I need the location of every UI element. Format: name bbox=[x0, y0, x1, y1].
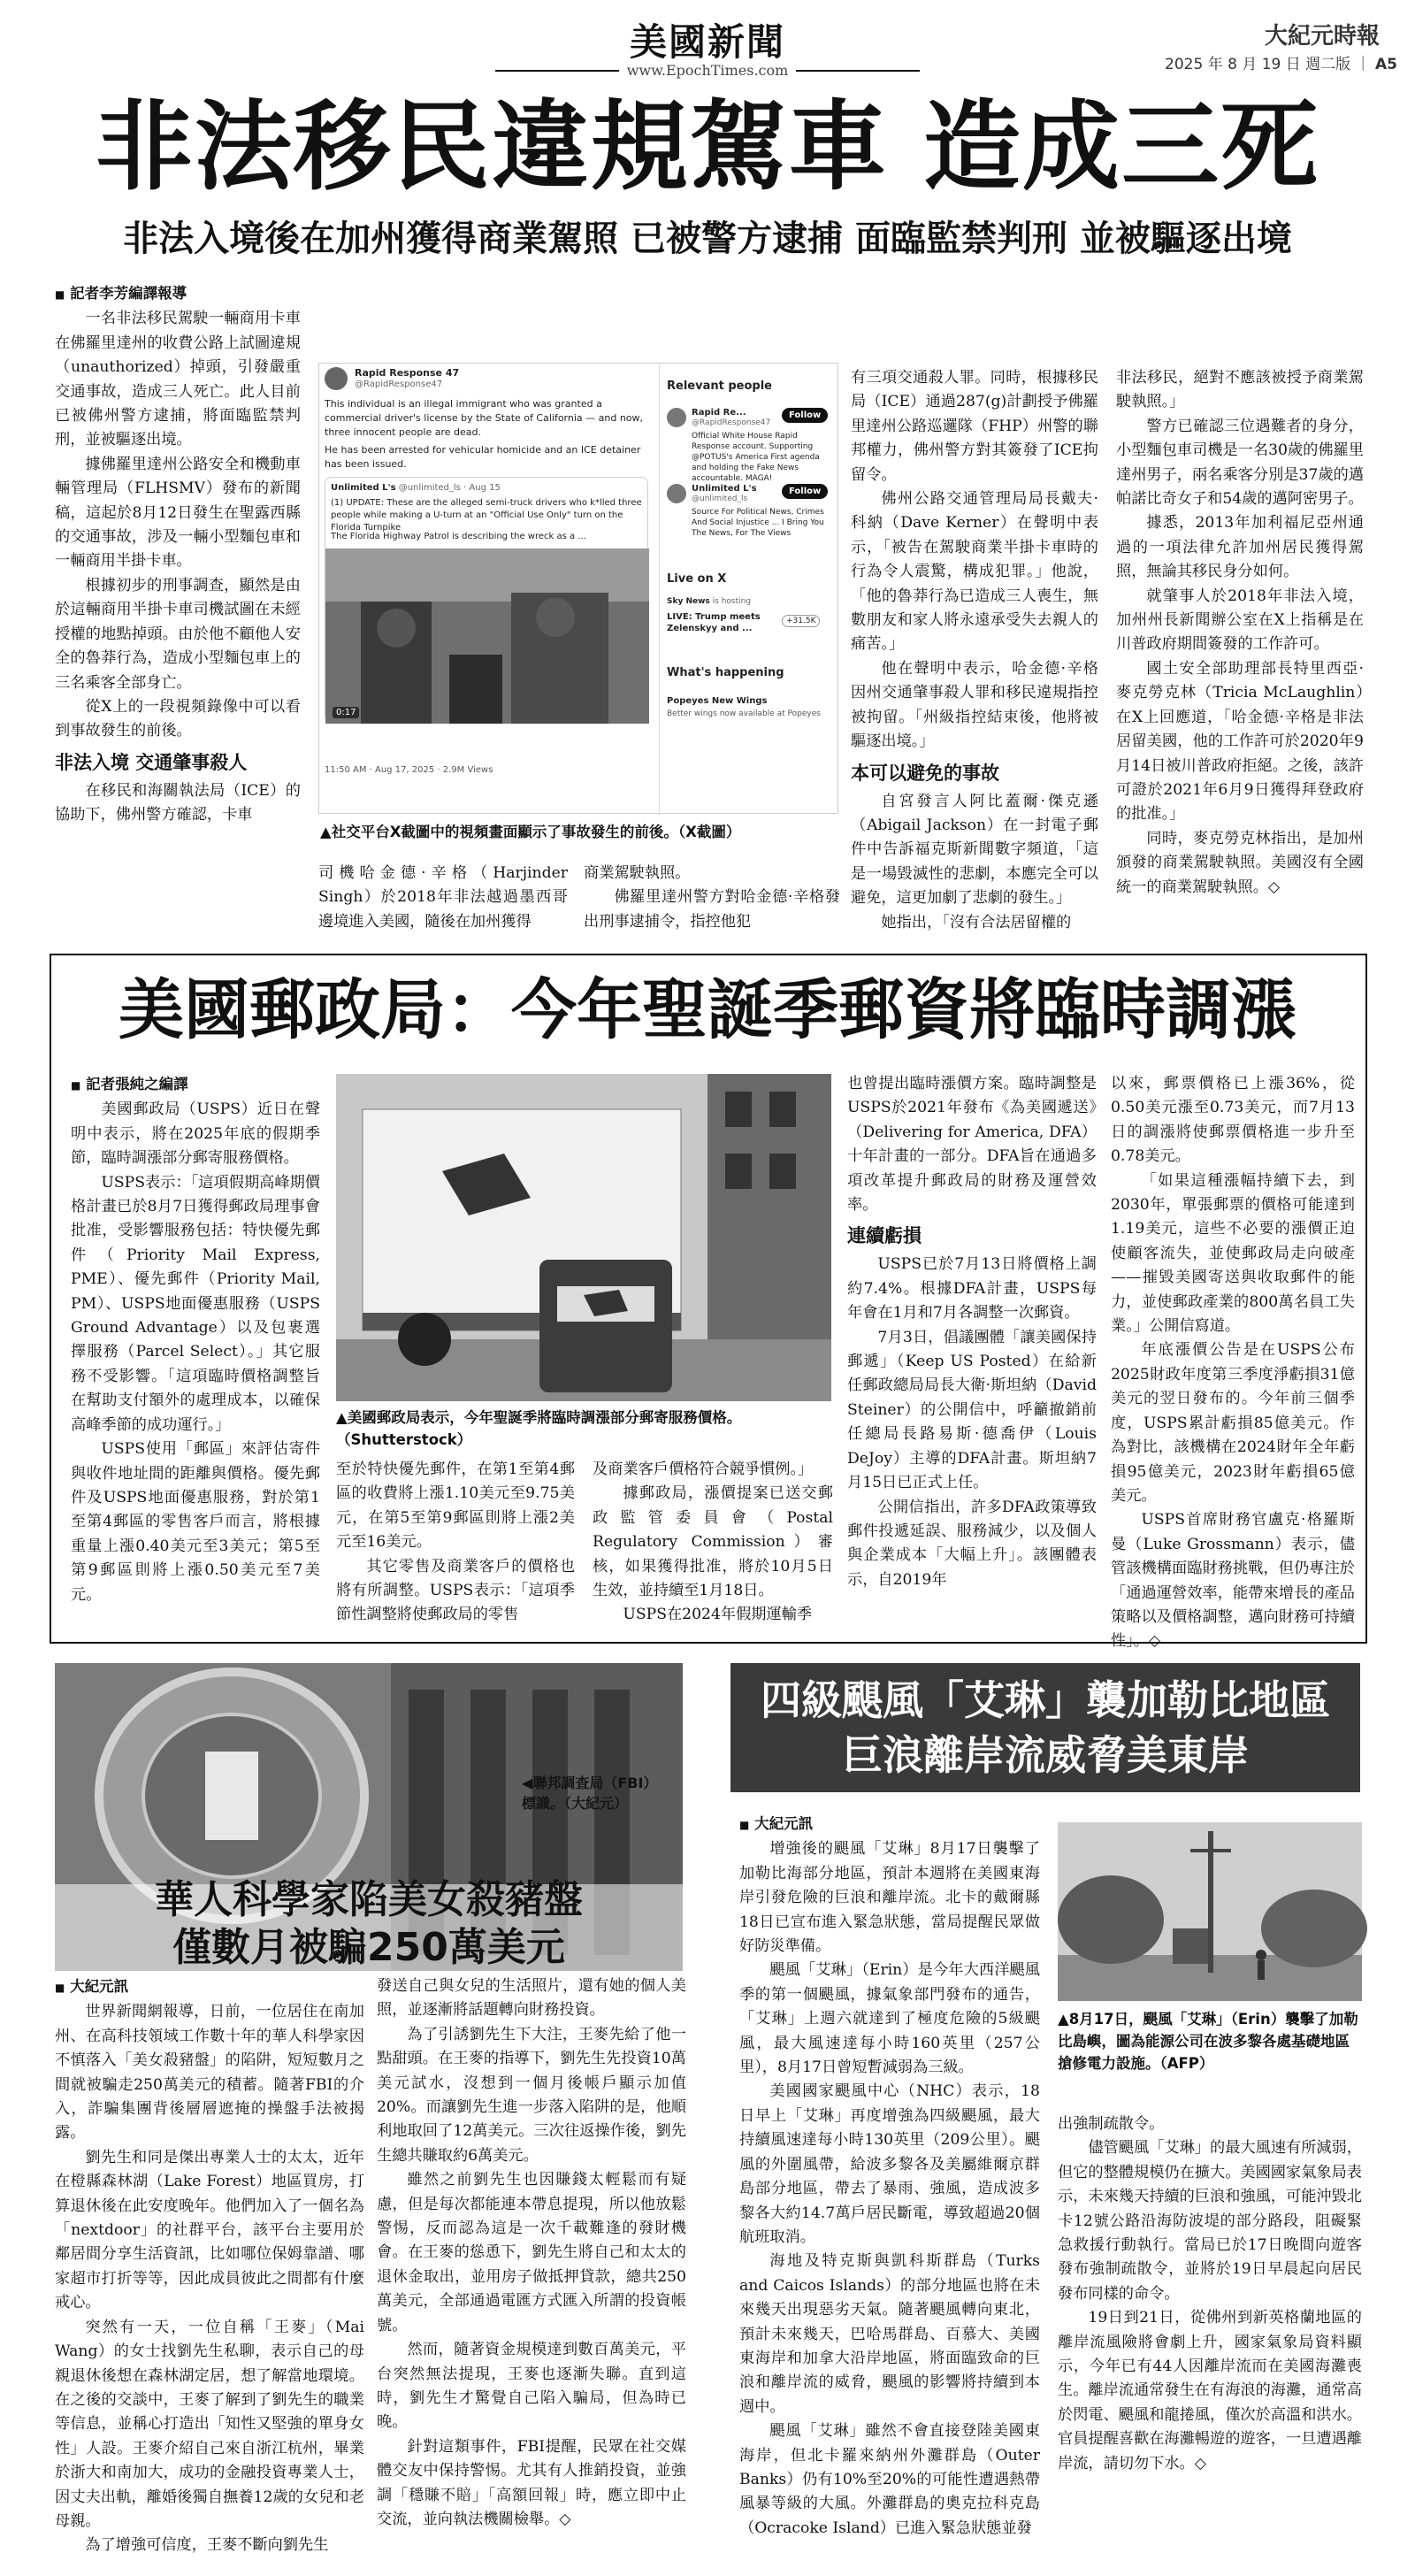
story3-para: 為了增強可信度，王麥不斷向劉先生 bbox=[85, 2536, 329, 2555]
date-text: 2025 年 8 月 19 日 週二版 bbox=[1165, 56, 1351, 73]
story2-column-4 bbox=[847, 1072, 1097, 1629]
tweet-avatar bbox=[325, 367, 348, 390]
story3-para: 突然有一天，一位自稱「王麥」（Mai Wang）的女士找劉先生私聊，表示自己的母親退休後想在森林湖定居，想了解當地環境。在之後的交談中，王麥了解到了劉先生的職業等信息，並稱心打造出「知性又堅強的單身女性」人設。王麥介紹自己來自浙江杭州，畢業於浙大和南加大，成功的金融投資專業人士，因丈夫出軌，離婚後獨自撫養12歲的女兒和老母親。 bbox=[55, 2318, 364, 2530]
usps-truck-photo bbox=[336, 1074, 831, 1401]
live-count: +31.5K bbox=[782, 615, 820, 627]
story3-para: 雖然之前劉先生也因賺錢太輕鬆而有疑慮，但是每次都能連本帶息提現，所以他放鬆警惕，反而認為這是一次千載難逢的發財機會。在王麥的慫恿下，劉先生將自己和太太的退休金取出，並用房子做抵押貸款，總共250萬美元，全部通過電匯方式匯入所謂的投資帳號。 bbox=[377, 2171, 686, 2334]
story4-caption: ▲8月17日，颶風「艾琳」（Erin）襲擊了加勒比島嶼，圖為能源公司在波多黎各處基礎地區搶修電力設施。（AFP） bbox=[1058, 2011, 1358, 2072]
p2-follow-button[interactable]: Follow bbox=[782, 484, 828, 499]
story3-caption: ◀聯邦調查局（FBI）標識。（大紀元） bbox=[522, 1775, 658, 1812]
story2-column-1 bbox=[71, 1072, 320, 1629]
story4-para: 儘管颶風「艾琳」的最大風速有所減弱，但它的整體規模仍在擴大。美國國家氣象局表示，未來幾天持續的巨浪和強風，可能沖毀北卡12號公路沿海防波堤的部分路段，阻礙緊急救援行動執行。當局已於17日晚間向遊客發布強制疏散令，並將於19日早晨起向居民發布同樣的命令。 bbox=[1058, 2139, 1362, 2303]
tweet-screenshot bbox=[318, 363, 838, 814]
story1-column-3 bbox=[584, 862, 840, 941]
masthead-date bbox=[1044, 51, 1397, 73]
usps-truck-image bbox=[336, 1074, 831, 1401]
story1-para: 一名非法移民駕駛一輛商用卡車在佛羅里達州的收費公路上試圖違規（unauthorized）掉頭，引發嚴重交通事故，造成三人死亡。此人目前已被佛州警方逮捕，將面臨監禁判刑，並被驅逐出境。 bbox=[55, 310, 301, 449]
story2-para: 公開信指出，許多DFA政策導致郵件投遞延誤、服務減少，以及個人與企業成本「大幅上升」。該團體表示，自2019年 bbox=[847, 1498, 1097, 1589]
story2-para: 也曾提出臨時漲價方案。臨時調整是USPS於2021年發布《為美國遞送》（Delivering for America, DFA）十年計畫的一部分。DFA旨在通過多項改革提升郵政局的財務及運營效率。 bbox=[847, 1075, 1097, 1215]
p1-follow-button[interactable]: Follow bbox=[782, 408, 828, 423]
story4-byline: ■ 大紀元訊 bbox=[739, 1815, 814, 1832]
story3-para: 為了引誘劉先生下大注，王麥先給了他一點甜頭。在王麥的指導下，劉先生先投資10萬美元試水，沒想到一個月後帳戶顯示加值20%。而讓劉先生進一步落入陷阱的是，他順利地取回了12萬美元。三次往返操作後，劉先生總共賺取約6萬美元。 bbox=[377, 2025, 686, 2165]
story2-column-5 bbox=[1111, 1072, 1355, 1651]
relevant-people-title: Relevant people bbox=[667, 380, 772, 393]
quote-account: Unlimited L's bbox=[331, 483, 396, 493]
quote-handle: @unlimited_ls · Aug 15 bbox=[398, 483, 501, 493]
story2-para: 以來，郵票價格已上漲36%，從0.50美元漲至0.73美元，而7月13日的調漲將使郵票價格進一步升至0.78美元。 bbox=[1111, 1075, 1355, 1166]
live-source: Sky News is hosting bbox=[667, 597, 752, 606]
date-sep: ｜ bbox=[1355, 56, 1371, 73]
story1-para: 商業駕駛執照。 bbox=[584, 864, 691, 882]
story2-para: USPS已於7月13日將價格上調約7.4%。根據DFA計畫，USPS每年會在1月和7月各調整一次郵資。 bbox=[847, 1255, 1097, 1322]
live-title: Live on X bbox=[667, 572, 727, 586]
p2-name: Unlimited L's bbox=[692, 484, 757, 494]
story1-para: 她指出，「沒有合法居留權的 bbox=[881, 913, 1072, 932]
p2-bio: Source For Political News, Crimes And Social Injustice ... I Bring You The News, For The Views bbox=[692, 508, 824, 538]
story1-para: 自宮發言人阿比蓋爾·傑克遜（Abigail Jackson）在一封電子郵件中告訴福克斯新聞數字頻道，「這是一場毀滅性的悲劇，本應完全可以避免，這更加劇了悲劇的發生。」 bbox=[851, 792, 1098, 908]
tweet-text-2: He has been arrested for vehicular homicide and an ICE detainer has been issued. bbox=[325, 444, 641, 470]
story4-para: 19日到21日，從佛州到新英格蘭地區的離岸流風險將會劇上升，國家氣象局資料顯示，今年已有44人因離岸流而在美國海灘喪生。離岸流通常發生在有海浪的海灘，通常高於閃電、颶風和龍捲風，僅次於高溫和洪水。官員提醒喜歡在海灘暢遊的遊客，一旦遭遇離岸流，請切勿下水。◇ bbox=[1058, 2309, 1362, 2472]
p2-avatar bbox=[667, 484, 686, 503]
story1-byline: ■ 記者李芳編譯報導 bbox=[55, 285, 187, 302]
story3-headline-2: 僅數月被騙250萬美元 bbox=[172, 1925, 565, 1970]
story1-para: 據佛羅里達州公路安全和機動車輛管理局（FLHSMV）發布的新聞稿，這起於8月12日發生在聖露西縣的交通事故，涉及一輛小型麵包車和一輛商用半掛卡車。 bbox=[55, 455, 301, 571]
story2-para: 7月3日，倡議團體「讓美國保持郵遞」（Keep US Posted）在給新任郵政總局局長大衛·斯坦納（David Steiner）的公開信中，呼籲撤銷前任總局長路易斯·德喬伊（Louis DeJoy）主導的DFA計畫。斯坦納7月15日已正式上任。 bbox=[847, 1328, 1097, 1492]
p1-avatar bbox=[667, 408, 686, 427]
story1-para: 警方已確認三位遇難者的身分，小型麵包車司機是一名30歲的佛羅里達州男子，兩名乘客分別是37歲的邁帕諾比奇女子和54歲的邁阿密男子。 bbox=[1116, 417, 1364, 509]
website-url: www.EpochTimes.com bbox=[626, 62, 789, 79]
story2-column-3 bbox=[593, 1458, 833, 1635]
story2-para: 年底漲價公告是在USPS公布2025財政年度第三季度淨虧損31億美元的翌日發布的。今年前三個季度，USPS累計虧損85億美元。作為對比，該機構在2024財年全年虧損95億美元，2023財年虧損65億美元。 bbox=[1111, 1341, 1355, 1505]
story1-headline: 非法移民違規駕車 造成三死 bbox=[95, 90, 1320, 203]
story3-para: 發送自己與女兒的生活照片，還有她的個人美照，並逐漸將話題轉向財務投資。 bbox=[377, 1977, 686, 2020]
story4-para: 增強後的颶風「艾琳」8月17日襲擊了加勒比海部分地區，預計本週將在美國東海岸引發危險的巨浪和離岸流。北卡的戴爾縣18日已宣布進入緊急狀態，當局提醒民眾做好防災準備。 bbox=[739, 1840, 1040, 1956]
story4-headline-1: 四級颶風「艾琳」襲加勒比地區 bbox=[761, 1676, 1330, 1724]
story3-para: 然而，隨著資金規模達到數百萬美元，平台突然無法提現，王麥也逐漸失聯。直到這時，劉先生才驚覺自己陷入騙局，但為時已晚。 bbox=[377, 2341, 686, 2432]
story1-subhead-1: 非法入境 交通肇事殺人 bbox=[55, 751, 248, 773]
story1-para: 據悉，2013年加利福尼亞州通過的一項法律允許加州居民獲得駕照，無論其移民身分如何。 bbox=[1116, 514, 1364, 581]
story4-para: 海地及特克斯與凱科斯群島（Turks and Caicos Islands）的部分地區也將在未來幾天出現惡劣天氣。隨著颶風轉向東北，預計未來幾天，巴哈馬群島、百慕大、美國東海岸和加拿大沿岸地區，將面臨致命的巨浪和離岸流的威脅，颶風的影響將持續到本週中。 bbox=[739, 2252, 1040, 2416]
tweet-text: This individual is an illegal immigrant who was granted a commercial driver's license by the State of California — and now, three innocent people are dead. bbox=[325, 398, 644, 438]
story1-para: 司機哈金德·辛格（Harjinder Singh）於2018年非法越過墨西哥邊境進入美國，隨後在加州獲得 bbox=[318, 864, 568, 931]
happening-title: What's happening bbox=[667, 666, 784, 679]
story4-para: 美國國家颶風中心（NHC）表示，18日早上「艾琳」再度增強為四級颶風，最大持續風速達每小時130英里（209公里）。颶風的外圍風帶，給波多黎各及美屬維爾京群島部分地區，帶去了暴雨、強風，造成波多黎各大約14.7萬戶居民斷電，導致超過20個航班取消。 bbox=[739, 2082, 1040, 2246]
tweet-account: Rapid Response 47 bbox=[355, 367, 460, 379]
story4-column-1 bbox=[739, 1812, 1040, 2558]
story2-column-2 bbox=[336, 1458, 575, 1635]
story2-para: 「如果這種漲幅持續下去，到2030年，單張郵票的價格可能達到1.19美元，這些不必要的漲價正迫使顧客流失，並使郵政局走向破產——摧毀美國寄送與收取郵件的能力，並使郵政產業的800萬名員工失業。」公開信寫道。 bbox=[1111, 1171, 1355, 1336]
masthead-rule-left bbox=[495, 70, 619, 72]
happening-sub: Better wings now available at Popeyes bbox=[667, 709, 821, 718]
story1-para: 有三項交通殺人罪。同時，根據移民局（ICE）通過287(g)計劃授予佛羅里達州公路巡邏隊（FHP）州警的聯邦權力，佛州警方對其簽發了ICE拘留令。 bbox=[851, 369, 1098, 484]
story2-para: USPS使用「郵區」來評估寄件與收件地址間的距離與價格。優先郵件及USPS地面優惠服務，對於第1至第4郵區的零售客戶而言，將根據重量上漲0.40美元至3美元；第5至第9郵區則將上漲0.50美元至7美元。 bbox=[71, 1440, 320, 1604]
video-time: 0:17 bbox=[333, 707, 359, 718]
story3-column-1 bbox=[55, 1974, 364, 2558]
story4-column-2 bbox=[1058, 2112, 1362, 2558]
p2-handle: @unlimited_ls bbox=[692, 494, 748, 503]
story1-para: 根據初步的刑事調查，顯然是由於這輛商用半掛卡車司機試圖在未經授權的地點掉頭。由於他不顧他人安全的魯莽行為，造成小型麵包車上的三名乘客全部身亡。 bbox=[55, 576, 301, 692]
story1-para: 從X上的一段視頻錄像中可以看到事故發生的前後。 bbox=[55, 697, 301, 740]
hurricane-photo bbox=[1058, 1822, 1362, 2001]
story2-caption: ▲美國郵政局表示，今年聖誕季將臨時調漲部分郵寄服務價格。（Shutterstock） bbox=[336, 1409, 742, 1448]
paper-logo: 大紀元時報 bbox=[1264, 23, 1380, 50]
happening-item[interactable]: Popeyes New Wings bbox=[667, 696, 768, 706]
quote-text: (1) UPDATE: These are the alleged semi-truck drivers who k*lled three people while making a U-turn at an "Official Use Only" turn on the Florida Turnpike bbox=[331, 498, 642, 533]
section-title: 美國新聞 bbox=[629, 20, 785, 64]
story1-column-5 bbox=[1116, 366, 1364, 941]
tweet-meta: 11:50 AM · Aug 17, 2025 · 2.9M Views bbox=[325, 765, 493, 775]
story3-byline: ■ 大紀元訊 bbox=[55, 1978, 129, 1995]
story2-para: 至於特快優先郵件，在第1至第4郵區的收費將上漲1.10美元至9.75美元，在第5至第9郵區則將上漲2美元至16美元。 bbox=[336, 1460, 575, 1552]
story2-para: 其它零售及商業客戶的價格也將有所調整。USPS表示：「這項季節性調整將使郵政局的零售 bbox=[336, 1557, 575, 1624]
story1-subheadline: 非法入境後在加州獲得商業駕照 已被警方逮捕 面臨監禁判刑 並被驅逐出境 bbox=[123, 218, 1292, 259]
story1-para: 就肇事人於2018年非法入境，加州州長新聞辦公室在X上指稱是在川普政府期間簽發的工作許可。 bbox=[1116, 586, 1364, 654]
story3-headline-1: 華人科學家陷美女殺豬盤 bbox=[155, 1877, 583, 1922]
story1-para: 佛州公路交通管理局局長戴夫·科納（Dave Kerner）在聲明中表示，「被告在駕駛商業半掛卡車時的行為令人震驚，構成犯罪。」他說，「他的魯莽行為已造成三人喪生，無數朋友和家人將永遠承受失去親人的痛苦。」 bbox=[851, 490, 1098, 654]
story1-caption: ▲社交平台X截圖中的視頻畫面顯示了事故發生的前後。（X截圖） bbox=[320, 824, 741, 840]
p1-name: Rapid Re... bbox=[692, 408, 746, 418]
story4-headline-2: 巨浪離岸流威脅美東岸 bbox=[842, 1731, 1249, 1779]
story4-para: 颶風「艾琳」（Erin）是今年大西洋颶風季的第一個颶風，據氣象部門發布的通告，「艾琳」上週六就達到了極度危險的5級颶風，最大風速達每小時160英里（257公里），8月17日曾短暫減弱為三級。 bbox=[739, 1961, 1040, 2077]
story2-para: USPS表示：「這項假期高峰期價格計畫已於8月7日獲得郵政局理事會批准，受影響服務包括：特快優先郵件（Priority Mail Express, PME）、優先郵件（Priority Mail, PM）、USPS地面優惠服務（USPS Ground Advantage）以及包裹選擇服務（Parcel Select）。」其它服務不受影響。「這項臨時價格調整旨在幫助支付額外的處理成本，以確保高峰季節的成功運行。」 bbox=[71, 1173, 320, 1434]
p1-bio: Official White House Rapid Response account. Supporting @POTUS's America First agenda and holding the Fake News accountable. MAGA! bbox=[692, 432, 820, 483]
story1-para: 同時，麥克勞克林指出，是加州頒發的商業駕駛執照。美國沒有全國統一的商業駕駛執照。◇ bbox=[1116, 829, 1364, 896]
page-number: A5 bbox=[1375, 56, 1397, 73]
story2-para: 據郵政局，漲價提案已送交郵政監管委員會（Postal Regulatory Commission）審核，如果獲得批准，將於10月5日生效，並持續至1月18日。 bbox=[593, 1484, 833, 1600]
story3-para: 針對這類事件，FBI提醒，民眾在社交媒體交友中保持警惕。尤其有人推銷投資，並強調「穩賺不賠」「高額回報」時，應立即中止交流，並向執法機關檢舉。◇ bbox=[377, 2437, 686, 2528]
story2-byline: ■ 記者張純之編譯 bbox=[71, 1076, 188, 1092]
story3-column-2 bbox=[377, 1974, 686, 2558]
story2-para: 美國郵政局（USPS）近日在聲明中表示，將在2025年底的假期季節，臨時調漲部分郵寄服務價格。 bbox=[71, 1100, 320, 1168]
quote-text-2: The Florida Highway Patrol is describing the wreck as a ... bbox=[331, 532, 586, 541]
story1-para: 非法移民，絕對不應該被授予商業駕駛執照。」 bbox=[1116, 369, 1364, 411]
live-text[interactable]: LIVE: Trump meets Zelenskyy and ... bbox=[667, 612, 761, 633]
story3-para: 劉先生和同是傑出專業人士的太太，近年在橙縣森林湖（Lake Forest）地區買房，打算退休後在此安度晚年。他們加入了一個名為「nextdoor」的社群平台，該平台主要用於鄰居間分享生活資訊，比如哪位保姆靠譜、哪家超市打折等等，因此成員彼此之間都有什麼戒心。 bbox=[55, 2148, 364, 2312]
story1-column-2 bbox=[318, 862, 568, 941]
story2-headline: 美國郵政局：今年聖誕季郵資將臨時調漲 bbox=[119, 972, 1296, 1048]
story1-para: 他在聲明中表示，哈金德·辛格因州交通肇事殺人罪和移民違規指控被拘留。「州級指控結束後，他將被驅逐出境。」 bbox=[851, 659, 1098, 751]
story1-subhead-2: 本可以避免的事故 bbox=[851, 762, 999, 784]
truck-cab-image bbox=[325, 548, 649, 724]
story3-para: 世界新聞網報導，日前，一位居住在南加州、在高科技領域工作數十年的華人科學家因不慎落入「美女殺豬盤」的陷阱，短短數月之間就被騙走250萬美元的積蓄。隨著FBI的介入，詐騙集團背後層層遮掩的操盤手法被揭露。 bbox=[55, 2003, 364, 2143]
tweet-handle: @RapidResponse47 bbox=[355, 380, 443, 389]
story2-subhead: 連續虧損 bbox=[847, 1225, 922, 1247]
story1-column-4 bbox=[851, 366, 1098, 941]
video-frame bbox=[325, 548, 649, 724]
tweet-sidebar bbox=[659, 364, 839, 815]
story1-para: 在移民和海關執法局（ICE）的協助下，佛州警方確認，卡車 bbox=[55, 781, 301, 824]
story1-para: 國土安全部助理部長特里西亞·麥克勞克林（Tricia McLaughlin）在X上回應道，「哈金德·辛格是非法居留美國，他的工作許可於2020年9月14日被川普政府拒絕。之後，該許可證於2021年6月9日獲得拜登政府的批准。」 bbox=[1116, 659, 1364, 824]
story2-para: USPS在2024年假期運輸季 bbox=[623, 1606, 813, 1624]
story1-para: 佛羅里達州警方對哈金德·辛格發出刑事逮捕令，指控他犯 bbox=[584, 888, 840, 931]
story4-para: 出強制疏散令。 bbox=[1058, 2115, 1165, 2133]
story4-para: 颶風「艾琳」雖然不會直接登陸美國東海岸，但北卡羅來納州外灘群島（Outer Banks）仍有10%至20%的可能性遭遇熱帶風暴等級的大風。外灘群島的奧克拉科克島（Ocracoke Island）已進入緊急狀態並發 bbox=[739, 2422, 1040, 2537]
story1-column-1 bbox=[55, 281, 301, 936]
masthead-rule-right bbox=[796, 70, 920, 72]
hurricane-image bbox=[1058, 1822, 1362, 2001]
story2-para: USPS首席財務官盧克·格羅斯曼（Luke Grossmann）表示，儘管該機構面臨財務挑戰，但仍專注於「通過運營效率，能帶來增長的產品策略以及價格調整，邁向財務可持續性」。◇ bbox=[1111, 1511, 1355, 1651]
p1-handle: @RapidResponse47 bbox=[692, 418, 771, 427]
quoted-tweet bbox=[325, 477, 648, 723]
story2-para: 及商業客戶價格符合競爭慣例。」 bbox=[593, 1460, 814, 1478]
